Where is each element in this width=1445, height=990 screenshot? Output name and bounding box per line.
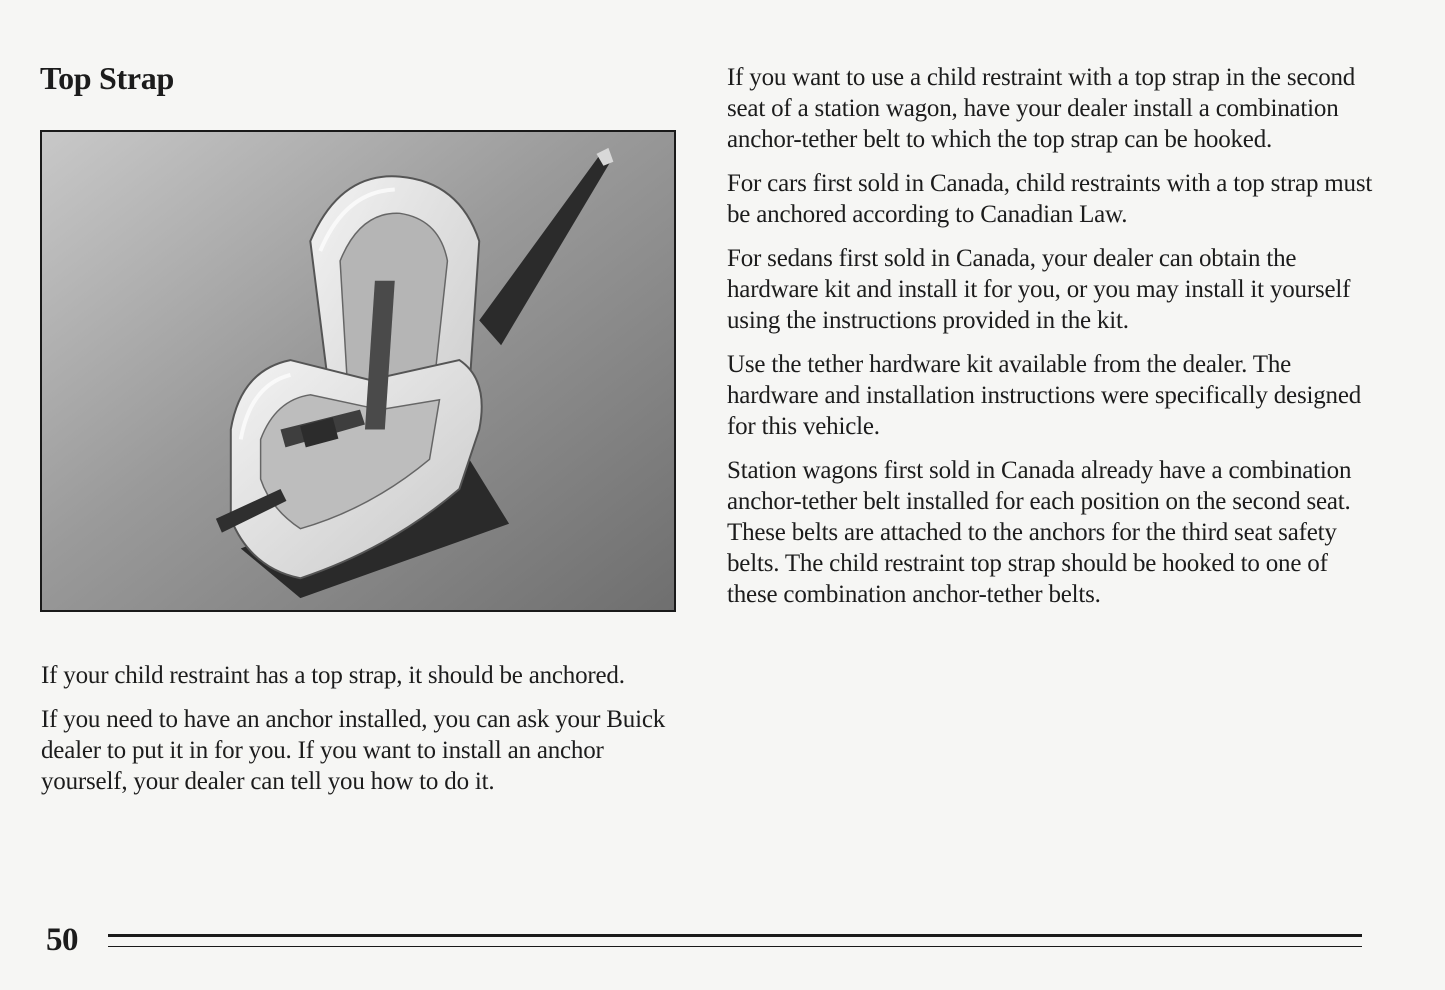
paragraph: Station wagons first sold in Canada already have a combination anchor-tether belt installed for each position on the second seat. These belts are attached to the anchors for the third seat safety belts. The child restraint top strap should be hooked to one of these combination anchor-tether belts. [727, 457, 1352, 608]
paragraph: If you want to use a child restraint with a top strap in the second seat of a station wagon, have your dealer install a combination anchor-tether belt to which the top strap can be hooked. [727, 64, 1356, 153]
left-column-text [41, 660, 671, 810]
paragraph: If you need to have an anchor installed, you can ask your Buick dealer to put it in for you. If you want to install an anchor yourself, your dealer can tell you how to do it. [41, 706, 666, 795]
paragraph: Use the tether hardware kit available from the dealer. The hardware and installation instructions were specifically designed for this vehicle. [727, 351, 1362, 440]
paragraph: For cars first sold in Canada, child restraints with a top strap must be anchored according to Canadian Law. [727, 170, 1373, 228]
child-seat-top-strap-icon [42, 132, 674, 610]
footer-rule [108, 934, 1362, 937]
paragraph: If your child restraint has a top strap, it should be anchored. [41, 662, 625, 689]
page-title: Top Strap [40, 60, 174, 96]
right-column-text [727, 62, 1377, 623]
footer-rule-thin [108, 946, 1362, 947]
paragraph: For sedans first sold in Canada, your dealer can obtain the hardware kit and install it for you, or you may install it yourself using the instructions provided in the kit. [727, 245, 1351, 334]
child-seat-illustration [40, 130, 676, 612]
page-number: 50 [46, 922, 78, 958]
